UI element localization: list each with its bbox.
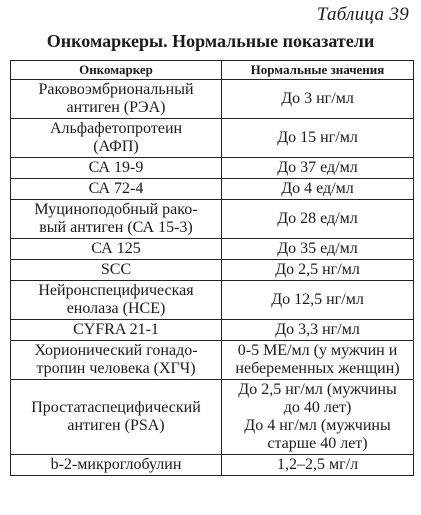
table-row <box>11 179 414 200</box>
table-title: Онкомаркеры. Нормальные показатели <box>46 31 375 51</box>
normal-value-line: До 37 ед/мл <box>277 159 358 176</box>
marker-name-line: СА 19-9 <box>88 159 144 176</box>
normal-value-cell <box>222 380 414 455</box>
normal-value-cell <box>222 80 414 119</box>
normal-value-line: До 2,5 нг/мл (мужчины <box>238 381 397 398</box>
normal-value-line: До 3 нг/мл <box>281 90 354 107</box>
normal-value-line: До 35 ед/мл <box>277 240 358 257</box>
marker-name-line: антиген (PSA) <box>67 417 165 434</box>
marker-name-line: Простатаспецифический <box>31 399 201 416</box>
marker-name-line: антиген (РЭА) <box>66 99 166 116</box>
table-number: Таблица 39 <box>316 4 409 25</box>
marker-name-line: вый антиген (СА 15-3) <box>39 219 193 236</box>
normal-value-cell <box>222 119 414 158</box>
table-header-row <box>11 61 414 80</box>
normal-value-cell <box>222 341 414 380</box>
column-header-marker: Онкомаркер <box>11 61 222 80</box>
normal-value-line: До 28 ед/мл <box>277 210 358 227</box>
normal-value-cell <box>222 179 414 200</box>
normal-value-cell <box>222 158 414 179</box>
normal-value-cell <box>222 455 414 476</box>
marker-name-line: Нейронспецифическая <box>38 282 194 299</box>
normal-value-line: 1,2–2,5 мг/л <box>276 456 359 473</box>
marker-cell <box>11 158 222 179</box>
table-body <box>11 80 414 476</box>
table-row <box>11 200 414 239</box>
marker-name-line: енолаза (НСЕ) <box>66 300 166 317</box>
marker-cell <box>11 119 222 158</box>
tumor-markers-table <box>10 60 414 476</box>
normal-value-cell <box>222 260 414 281</box>
table-row <box>11 380 414 455</box>
normal-value-cell <box>222 281 414 320</box>
table-row <box>11 119 414 158</box>
table-row <box>11 239 414 260</box>
table-row <box>11 158 414 179</box>
marker-name-line: СА 125 <box>91 240 141 257</box>
table-row <box>11 80 414 119</box>
normal-value-line: До 12,5 нг/мл <box>271 291 364 308</box>
table-row <box>11 341 414 380</box>
marker-name-line: Альфафетопротеин <box>49 120 183 137</box>
normal-value-line: До 3,3 нг/мл <box>275 321 360 338</box>
normal-value-line: До 4 ед/мл <box>281 180 354 197</box>
marker-name-line: SCC <box>100 261 132 278</box>
marker-name-line: b-2-микроглобулин <box>50 456 182 473</box>
marker-name-line: тропин человека (ХГЧ) <box>36 360 196 377</box>
normal-value-cell <box>222 200 414 239</box>
marker-name-line: Хорионический гонадо- <box>34 342 198 359</box>
marker-name-line: (АФП) <box>93 138 139 155</box>
marker-cell <box>11 320 222 341</box>
marker-name-line: СА 72-4 <box>88 180 144 197</box>
marker-cell <box>11 380 222 455</box>
normal-value-line: До 2,5 нг/мл <box>275 261 360 278</box>
marker-name-line: Раковоэмбриональный <box>38 81 194 98</box>
marker-cell <box>11 179 222 200</box>
marker-cell <box>11 341 222 380</box>
normal-value-line: старше 40 лет) <box>267 435 368 452</box>
marker-cell <box>11 455 222 476</box>
marker-name-line: Муциноподобный рако- <box>34 201 198 218</box>
normal-value-line: небеременных женщин) <box>235 360 400 377</box>
normal-value-cell <box>222 239 414 260</box>
marker-cell <box>11 200 222 239</box>
marker-cell <box>11 239 222 260</box>
normal-value-line: 0-5 МЕ/мл (у мужчин и <box>237 342 398 359</box>
column-header-normal-values: Нормальные значения <box>222 61 414 80</box>
marker-name-line: CYFRA 21-1 <box>73 321 159 338</box>
table-row <box>11 320 414 341</box>
marker-cell <box>11 281 222 320</box>
normal-value-line: до 40 лет) <box>283 399 352 416</box>
marker-cell <box>11 80 222 119</box>
normal-value-line: До 15 нг/мл <box>277 129 358 146</box>
table-row <box>11 260 414 281</box>
normal-value-line: До 4 нг/мл (мужчины <box>244 417 391 434</box>
table-row <box>11 281 414 320</box>
normal-value-cell <box>222 320 414 341</box>
marker-cell <box>11 260 222 281</box>
table-row <box>11 455 414 476</box>
